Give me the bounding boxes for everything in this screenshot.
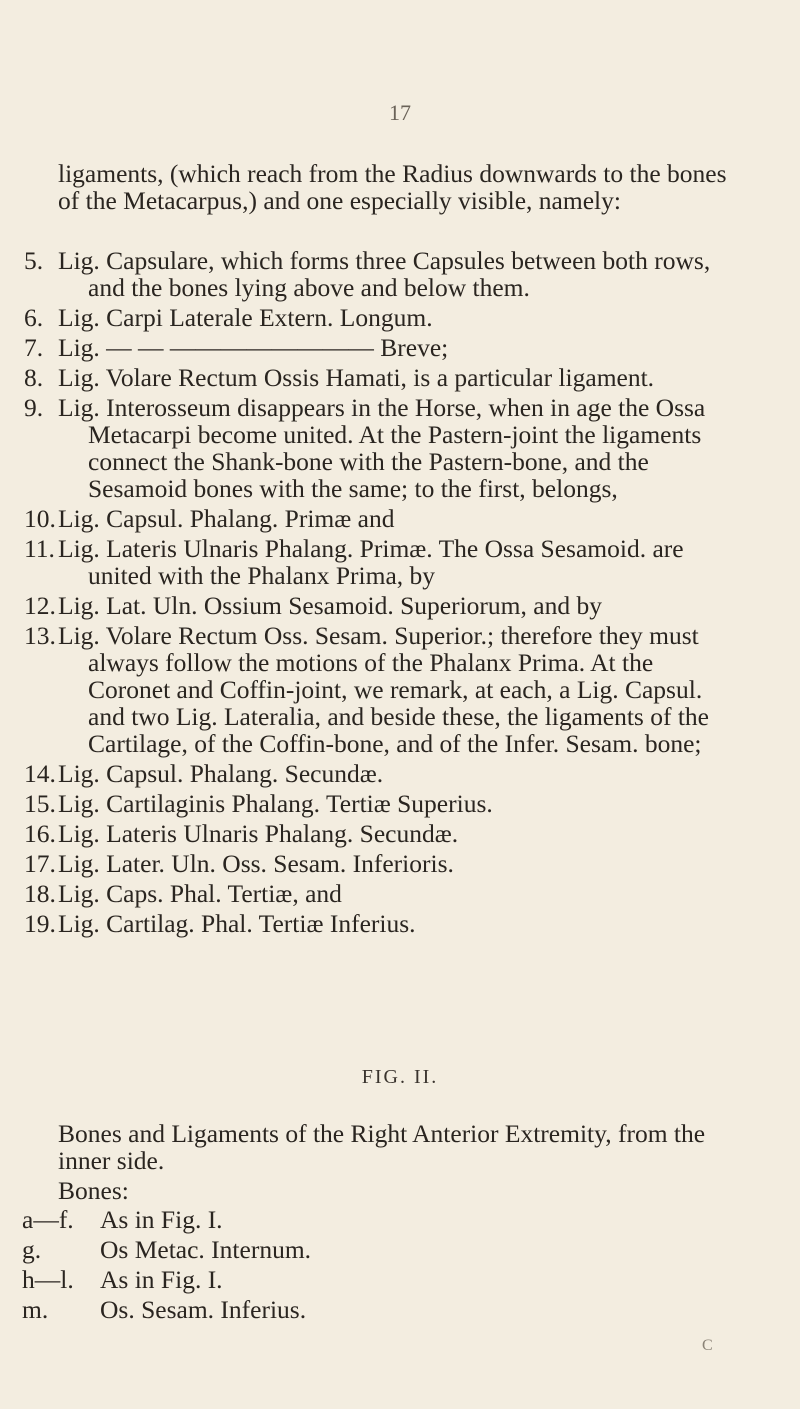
intro-paragraph: ligaments, (which reach from the Radius downwards to the bones of the Metacarpus,) and one especially visible, namely: <box>58 159 727 215</box>
list-item <box>0 850 800 877</box>
list-item <box>0 790 800 817</box>
item-text: Lig. Cartilaginis Phalang. Tertiæ Superius. <box>58 789 493 818</box>
item-number: 5. <box>24 246 44 275</box>
item-text: Lig. Interosseum disappears in the Horse, when in age the Ossa Metacarpi become united. At the Pastern-joint the ligaments connect the Shank-bone with the Pastern-bone, and the Sesamoid bones with the same; to the first, belongs, <box>58 393 706 503</box>
list-item <box>0 304 800 331</box>
item-number: 15. <box>24 789 56 818</box>
list-item <box>0 505 800 532</box>
list-item <box>0 394 800 502</box>
item-text: Lig. Capsul. Phalang. Primæ and <box>58 504 395 533</box>
item-number: 13. <box>24 621 56 650</box>
bone-key: m. <box>22 1295 49 1324</box>
item-number: 14. <box>24 759 56 788</box>
bone-item <box>0 1265 800 1295</box>
item-number: 18. <box>24 879 56 908</box>
list-item <box>0 592 800 619</box>
item-text: Lig. Volare Rectum Ossis Hamati, is a particular ligament. <box>58 363 655 392</box>
bone-value: Os. Sesam. Inferius. <box>100 1295 307 1324</box>
item-text: Lig. Volare Rectum Oss. Sesam. Superior.; therefore they must always follow the motions of the Phalanx Prima. At the Coronet and Coffin-joint, we remark, at each, a Lig. Capsul. and two Lig. Lateralia, and beside these, the ligaments of the Cartilage, of the Coffin-bone, and of the Infer. Sesam. bone; <box>58 621 710 758</box>
item-number: 17. <box>24 849 56 878</box>
bone-value: Os Metac. Internum. <box>100 1235 312 1264</box>
item-text: Lig. Lateris Ulnaris Phalang. Primæ. The Ossa Sesamoid. are united with the Phalanx Prima, by <box>58 534 684 590</box>
bone-key: g. <box>22 1235 42 1264</box>
ligament-list <box>0 247 800 940</box>
item-number: 9. <box>24 393 44 422</box>
list-item <box>0 535 800 589</box>
bones-label: Bones: <box>58 1176 129 1205</box>
bone-item <box>0 1235 800 1265</box>
item-text: Lig. Cartilag. Phal. Tertiæ Inferius. <box>58 909 416 938</box>
item-text: Lig. Capsul. Phalang. Secundæ. <box>58 759 384 788</box>
bone-value: As in Fig. I. <box>100 1265 223 1294</box>
bone-list <box>0 1205 800 1325</box>
item-text: Lig. Lateris Ulnaris Phalang. Secundæ. <box>58 819 459 848</box>
page-number: 17 <box>389 100 411 125</box>
item-number: 16. <box>24 819 56 848</box>
item-number: 6. <box>24 303 44 332</box>
figure-description: Bones and Ligaments of the Right Anterior Extremity, from the inner side. <box>58 1119 706 1175</box>
figure-heading: FIG. II. <box>361 1066 439 1088</box>
list-item <box>0 760 800 787</box>
bone-item <box>0 1295 800 1325</box>
bone-item <box>0 1205 800 1235</box>
bone-key: h—l. <box>22 1265 74 1294</box>
item-text: Lig. Lat. Uln. Ossium Sesamoid. Superiorum, and by <box>58 591 602 620</box>
bone-value: As in Fig. I. <box>100 1205 223 1234</box>
item-number: 8. <box>24 363 44 392</box>
list-item <box>0 910 800 937</box>
item-text: Lig. — — ———————— Breve; <box>58 333 449 362</box>
list-item <box>0 247 800 301</box>
list-item <box>0 622 800 757</box>
item-text: Lig. Capsulare, which forms three Capsules between both rows, and the bones lying above and below them. <box>58 246 711 302</box>
signature-mark: C <box>702 1337 713 1354</box>
item-number: 10. <box>24 504 56 533</box>
item-number: 12. <box>24 591 56 620</box>
item-number: 11. <box>24 534 55 563</box>
item-text: Lig. Caps. Phal. Tertiæ, and <box>58 879 342 908</box>
item-text: Lig. Later. Uln. Oss. Sesam. Inferioris. <box>58 849 454 878</box>
list-item <box>0 334 800 361</box>
item-text: Lig. Carpi Laterale Extern. Longum. <box>58 303 433 332</box>
list-item <box>0 820 800 847</box>
item-number: 19. <box>24 909 56 938</box>
list-item <box>0 364 800 391</box>
list-item <box>0 880 800 907</box>
bone-key: a—f. <box>22 1205 74 1234</box>
item-number: 7. <box>24 333 44 362</box>
